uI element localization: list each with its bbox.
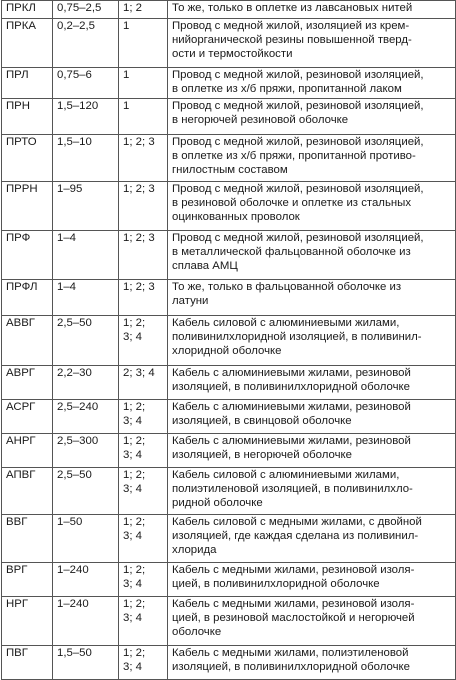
section-cell: 1–4 [53, 231, 119, 280]
section-cell: 0,2–2,5 [53, 19, 119, 68]
table-row [2, 19, 456, 68]
cores-cell: 1; 2; 3; 4 [119, 597, 168, 646]
table-row [2, 182, 456, 231]
description-cell: Кабель силовой с медными жилами, с двойной изоляцией, где каждая сделана из поливинил- хлорида [168, 515, 456, 563]
mark-cell: АВВГ [2, 316, 53, 366]
mark-cell: АВРГ [2, 366, 53, 400]
table-row [2, 231, 456, 280]
mark-cell: ПРКЛ [2, 1, 53, 19]
section-cell: 2,5–300 [53, 434, 119, 468]
mark-cell: ПВГ [2, 646, 53, 680]
table-row [2, 1, 456, 19]
section-cell: 1–4 [53, 280, 119, 316]
table-row [2, 468, 456, 515]
mark-cell: ПРФЛ [2, 280, 53, 316]
table-row [2, 563, 456, 597]
cores-cell: 1; 2; 3 [119, 135, 168, 182]
description-cell: Кабель с медными жилами, полиэтиленовой изоляцией, в поливинилхлоридной оболочке [168, 646, 456, 680]
mark-cell: ПРКА [2, 19, 53, 68]
description-cell: Провод с медной жилой, резиновой изоляцией, в негорючей резиновой оболочке [168, 99, 456, 135]
cores-cell: 1; 2; 3; 4 [119, 400, 168, 434]
table-row [2, 434, 456, 468]
section-cell: 1,5–120 [53, 99, 119, 135]
description-cell: Кабель с медными жилами, резиновой изоля- цией, в резиновой маслостойкой и негорючей оболочке [168, 597, 456, 646]
description-cell: Кабель силовой с алюминиевыми жилами, полиэтиленовой изоляцией, в поливинилхло- ридной оболочке [168, 468, 456, 515]
mark-cell: ПРРН [2, 182, 53, 231]
table-row [2, 597, 456, 646]
section-cell: 1,5–50 [53, 646, 119, 680]
section-cell: 1,5–10 [53, 135, 119, 182]
mark-cell: ПРФ [2, 231, 53, 280]
table-row [2, 515, 456, 563]
description-cell: Кабель с алюминиевыми жилами, резиновой изоляцией, в поливинилхлоридной оболочке [168, 366, 456, 400]
mark-cell: ВВГ [2, 515, 53, 563]
table-row [2, 316, 456, 366]
table-row [2, 135, 456, 182]
cores-cell: 1; 2; 3 [119, 182, 168, 231]
cores-cell: 1 [119, 68, 168, 99]
mark-cell: ПРТО [2, 135, 53, 182]
section-cell: 1–50 [53, 515, 119, 563]
section-cell: 2,5–50 [53, 468, 119, 515]
description-cell: То же, только в оплетке из лавсановых нитей [168, 1, 456, 19]
description-cell: Кабель с медными жилами, резиновой изоля- цией, в поливинилхлоридной оболочке [168, 563, 456, 597]
mark-cell: ВРГ [2, 563, 53, 597]
description-cell: Провод с медной жилой, резиновой изоляцией, в резиновой оболочке и оплетке из стальных оцинкованных проволок [168, 182, 456, 231]
description-cell: То же, только в фальцованной оболочке из латуни [168, 280, 456, 316]
section-cell: 2,5–240 [53, 400, 119, 434]
section-cell: 2,5–50 [53, 316, 119, 366]
section-cell: 0,75–2,5 [53, 1, 119, 19]
description-cell: Провод с медной жилой, резиновой изоляцией, в металлической фальцованной оболочке из сплава АМЦ [168, 231, 456, 280]
cores-cell: 1 [119, 99, 168, 135]
description-cell: Провод с медной жилой, изоляцией из крем- нийорганической резины повышенной тверд- ости и термостойкости [168, 19, 456, 68]
mark-cell: ПРН [2, 99, 53, 135]
description-cell: Провод с медной жилой, резиновой изоляцией, в оплетке из х/б пряжи, пропитанной лаком [168, 68, 456, 99]
table-row [2, 99, 456, 135]
cores-cell: 1; 2; 3; 4 [119, 316, 168, 366]
mark-cell: АНРГ [2, 434, 53, 468]
table-row [2, 400, 456, 434]
table-row [2, 366, 456, 400]
cores-cell: 1; 2 [119, 1, 168, 19]
cores-cell: 1; 2; 3; 4 [119, 434, 168, 468]
table-row [2, 646, 456, 680]
cores-cell: 1; 2; 3; 4 [119, 515, 168, 563]
description-cell: Кабель с алюминиевыми жилами, резиновой изоляцией, в свинцовой оболочке [168, 400, 456, 434]
cores-cell: 1; 2; 3; 4 [119, 646, 168, 680]
description-cell: Кабель силовой с алюминиевыми жилами, поливинилхлоридной изоляцией, в поливинил- хлоридной оболочке [168, 316, 456, 366]
table-row [2, 68, 456, 99]
description-cell: Кабель с алюминиевыми жилами, резиновой изоляцией, в негорючей оболочке [168, 434, 456, 468]
cores-cell: 2; 3; 4 [119, 366, 168, 400]
mark-cell: ПРЛ [2, 68, 53, 99]
section-cell: 1–240 [53, 563, 119, 597]
section-cell: 0,75–6 [53, 68, 119, 99]
cores-cell: 1; 2; 3 [119, 231, 168, 280]
cores-cell: 1 [119, 19, 168, 68]
table-row [2, 280, 456, 316]
cores-cell: 1; 2; 3 [119, 280, 168, 316]
section-cell: 2,2–30 [53, 366, 119, 400]
cable-table [1, 0, 456, 680]
mark-cell: НРГ [2, 597, 53, 646]
cores-cell: 1; 2; 3; 4 [119, 563, 168, 597]
description-cell: Провод с медной жилой, резиновой изоляцией, в оплетке из х/б пряжи, пропитанной противо- гнилостным составом [168, 135, 456, 182]
section-cell: 1–95 [53, 182, 119, 231]
mark-cell: АСРГ [2, 400, 53, 434]
cores-cell: 1; 2; 3; 4 [119, 468, 168, 515]
section-cell: 1–240 [53, 597, 119, 646]
mark-cell: АПВГ [2, 468, 53, 515]
